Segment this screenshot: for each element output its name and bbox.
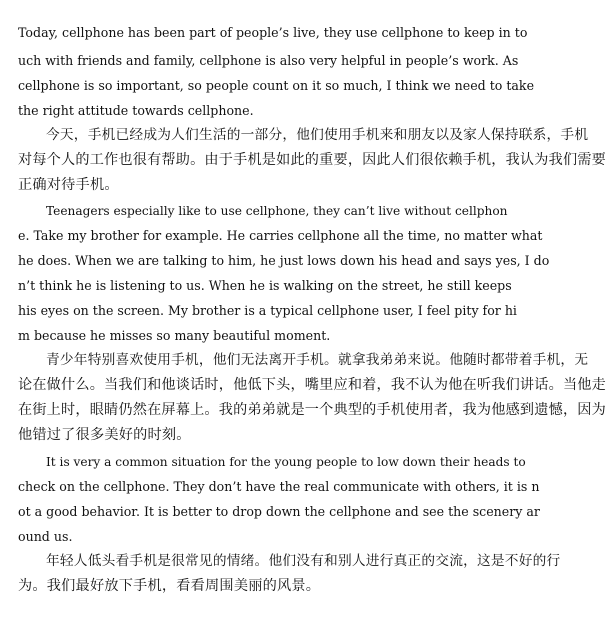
paragraph-3-line-1: Teenagers especially like to use cellphone, they can’t live without cellphon	[46, 204, 508, 218]
paragraph-4-line-4: 他错过了很多美好的时刻。	[18, 427, 191, 443]
paragraph-4-line-1: 青少年特别喜欢使用手机，他们无法离开手机。就拿我弟弟来说。他随时都带着手机，无	[46, 352, 589, 368]
paragraph-5-line-1: It is very a common situation for the young people to low down their heads to	[46, 455, 526, 469]
paragraph-3-line-4: n’t think he is listening to us. When he is walking on the street, he still keeps	[18, 278, 512, 293]
paragraph-2-line-1: 今天，手机已经成为人们生活的一部分，他们使用手机来和朋友以及家人保持联系，手机	[46, 127, 589, 143]
paragraph-5-line-4: ound us.	[18, 529, 73, 544]
paragraph-3-line-6: m because he misses so many beautiful moment.	[18, 328, 331, 343]
paragraph-3-line-5: his eyes on the screen. My brother is a typical cellphone user, I feel pity for hi	[18, 303, 517, 318]
paragraph-1-line-4: the right attitude towards cellphone.	[18, 103, 254, 118]
paragraph-2-line-2: 对每个人的工作也很有帮助。由于手机是如此的重要，因此人们很依赖手机，我认为我们需要	[18, 152, 606, 168]
paragraph-5-line-2: check on the cellphone. They don’t have the real communicate with others, it is n	[18, 479, 540, 494]
paragraph-4-line-3: 在街上时，眼睛仍然在屏幕上。我的弟弟就是一个典型的手机使用者，我为他感到遗憾，因为	[18, 402, 606, 418]
paragraph-3-line-2: e. Take my brother for example. He carries cellphone all the time, no matter what	[18, 228, 543, 243]
paragraph-2-line-3: 正确对待手机。	[18, 177, 119, 193]
paragraph-6-line-2: 为。我们最好放下手机，看看周围美丽的风景。	[18, 578, 321, 594]
paragraph-1-line-2: uch with friends and family, cellphone is also very helpful in people’s work. As	[18, 53, 519, 68]
paragraph-3-line-3: he does. When we are talking to him, he just lows down his head and says yes, I do	[18, 253, 550, 268]
paragraph-1-line-3: cellphone is so important, so people count on it so much, I think we need to take	[18, 78, 535, 93]
paragraph-4-line-2: 论在做什么。当我们和他谈话时，他低下头，嘴里应和着，我不认为他在听我们讲话。当他走	[18, 377, 606, 393]
paragraph-1-line-1: Today, cellphone has been part of people’s live, they use cellphone to keep in to	[18, 25, 528, 40]
paragraph-6-line-1: 年轻人低头看手机是很常见的情绪。他们没有和别人进行真正的交流，这是不好的行	[46, 553, 561, 569]
paragraph-5-line-3: ot a good behavior. It is better to drop down the cellphone and see the scenery ar	[18, 504, 540, 519]
